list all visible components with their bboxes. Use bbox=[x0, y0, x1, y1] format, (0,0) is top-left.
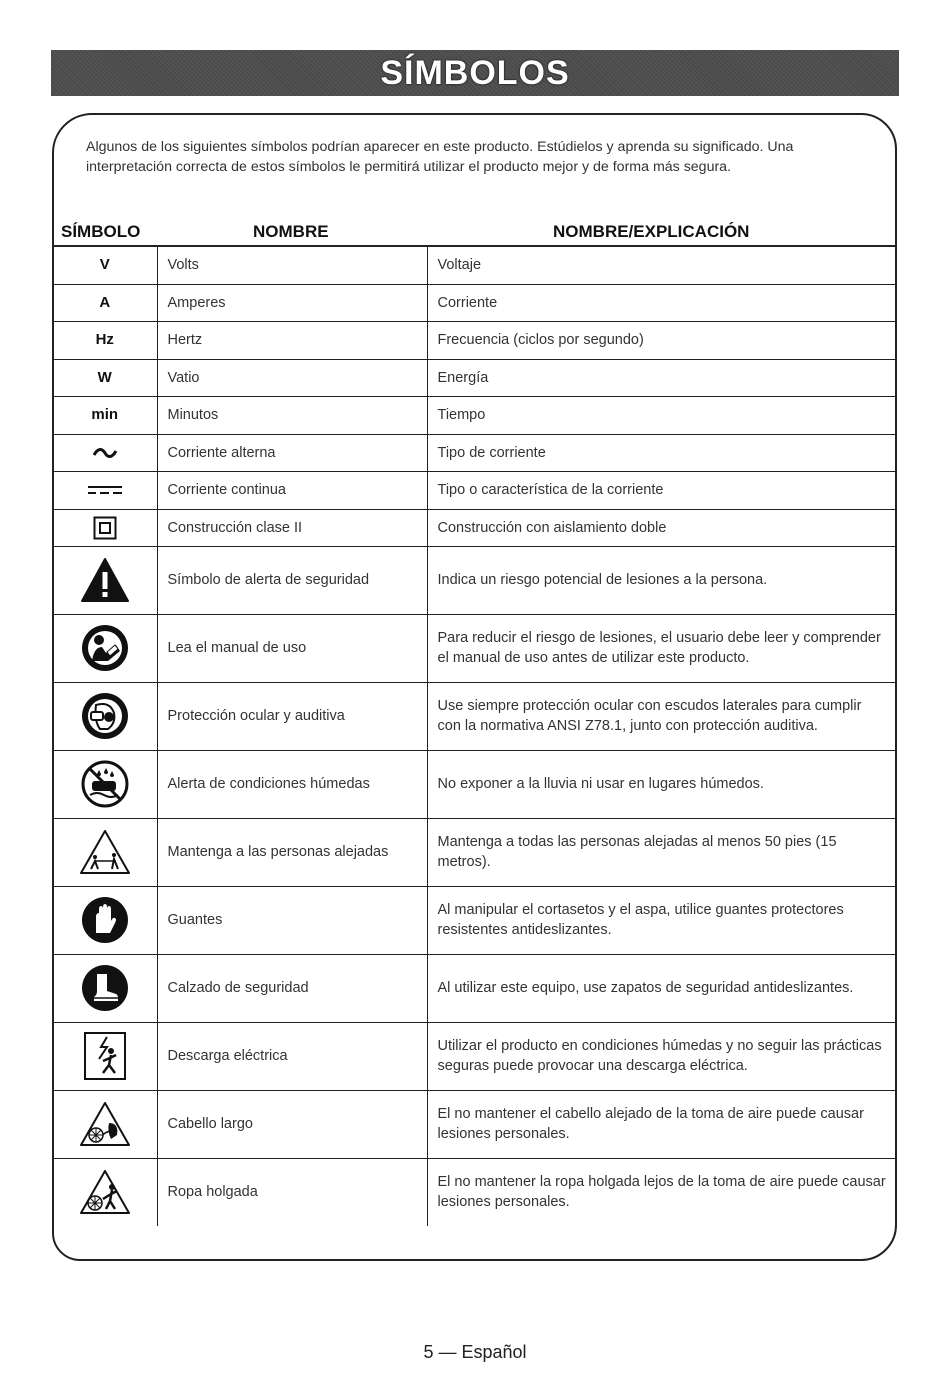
wet-conditions-icon bbox=[80, 759, 130, 809]
symbol-text: W bbox=[97, 368, 112, 386]
symbol-cell bbox=[53, 954, 157, 1022]
name-cell: Ropa holgada bbox=[157, 1158, 427, 1226]
table-row bbox=[53, 750, 896, 818]
name-cell: Hertz bbox=[157, 321, 427, 359]
table-row bbox=[53, 1022, 896, 1090]
symbol-text: min bbox=[91, 406, 119, 423]
explanation-cell: Tiempo bbox=[427, 396, 896, 434]
explanation-cell: Al utilizar este equipo, use zapatos de seguridad antideslizantes. bbox=[427, 954, 896, 1022]
symbol-cell bbox=[53, 1158, 157, 1226]
direct-current-icon bbox=[87, 484, 123, 496]
name-cell: Símbolo de alerta de seguridad bbox=[157, 546, 427, 614]
banner-title: SÍMBOLOS bbox=[380, 53, 570, 92]
table-row bbox=[53, 321, 896, 359]
symbol-cell bbox=[53, 818, 157, 886]
name-cell: Calzado de seguridad bbox=[157, 954, 427, 1022]
alternating-current-icon bbox=[92, 447, 118, 459]
name-cell: Corriente alterna bbox=[157, 434, 427, 471]
safety-alert-icon bbox=[80, 557, 130, 603]
long-hair-icon bbox=[79, 1101, 131, 1147]
symbols-table bbox=[53, 245, 896, 1226]
explanation-cell: Tipo o característica de la corriente bbox=[427, 471, 896, 509]
table-row bbox=[53, 1158, 896, 1226]
symbol-cell bbox=[53, 396, 157, 434]
table-row bbox=[53, 434, 896, 471]
safety-footwear-icon bbox=[80, 963, 130, 1013]
table-row bbox=[53, 509, 896, 546]
symbol-cell bbox=[53, 546, 157, 614]
name-cell: Guantes bbox=[157, 886, 427, 954]
table-row bbox=[53, 246, 896, 284]
symbol-cell bbox=[53, 509, 157, 546]
symbol-cell bbox=[53, 682, 157, 750]
electric-shock-icon bbox=[83, 1031, 127, 1081]
header-name: NOMBRE bbox=[253, 222, 329, 241]
name-cell: Minutos bbox=[157, 396, 427, 434]
name-cell: Cabello largo bbox=[157, 1090, 427, 1158]
eye-ear-protection-icon bbox=[80, 691, 130, 741]
name-cell: Lea el manual de uso bbox=[157, 614, 427, 682]
symbol-cell bbox=[53, 1022, 157, 1090]
explanation-cell: Construcción con aislamiento doble bbox=[427, 509, 896, 546]
explanation-cell: Tipo de corriente bbox=[427, 434, 896, 471]
name-cell: Construcción clase II bbox=[157, 509, 427, 546]
symbol-cell bbox=[53, 284, 157, 321]
symbol-cell bbox=[53, 750, 157, 818]
symbol-cell bbox=[53, 359, 157, 396]
symbol-cell bbox=[53, 1090, 157, 1158]
table-row bbox=[53, 954, 896, 1022]
explanation-cell: Energía bbox=[427, 359, 896, 396]
symbol-text: A bbox=[99, 293, 111, 311]
explanation-cell: El no mantener la ropa holgada lejos de la toma de aire puede causar lesiones personales. bbox=[427, 1158, 896, 1226]
explanation-cell: El no mantener el cabello alejado de la toma de aire puede causar lesiones personales. bbox=[427, 1090, 896, 1158]
explanation-cell: Frecuencia (ciclos por segundo) bbox=[427, 321, 896, 359]
name-cell: Descarga eléctrica bbox=[157, 1022, 427, 1090]
table-row bbox=[53, 886, 896, 954]
symbol-cell bbox=[53, 321, 157, 359]
page-footer: 5 — Español bbox=[423, 1342, 527, 1362]
name-cell: Protección ocular y auditiva bbox=[157, 682, 427, 750]
explanation-cell: Voltaje bbox=[427, 246, 896, 284]
intro-paragraph: Algunos de los siguientes símbolos podrían aparecer en este producto. Estúdielos y aprenda su significado. Una interpretación correcta de estos símbolos le permitirá utilizar el producto mejor y de forma más segura. bbox=[86, 139, 794, 175]
explanation-cell: Al manipular el cortasetos y el aspa, utilice guantes protectores resistentes antideslizantes. bbox=[427, 886, 896, 954]
explanation-cell: Use siempre protección ocular con escudos laterales para cumplir con la normativa ANSI Z78.1, junto con protección auditiva. bbox=[427, 682, 896, 750]
symbol-text: Hz bbox=[95, 331, 114, 348]
name-cell: Vatio bbox=[157, 359, 427, 396]
name-cell: Mantenga a las personas alejadas bbox=[157, 818, 427, 886]
table-row bbox=[53, 1090, 896, 1158]
header-explanation: NOMBRE/EXPLICACIÓN bbox=[553, 222, 750, 241]
name-cell: Volts bbox=[157, 246, 427, 284]
table-row bbox=[53, 682, 896, 750]
name-cell: Amperes bbox=[157, 284, 427, 321]
symbol-cell bbox=[53, 434, 157, 471]
explanation-cell: Para reducir el riesgo de lesiones, el usuario debe leer y comprender el manual de uso antes de utilizar este producto. bbox=[427, 614, 896, 682]
page-banner bbox=[51, 50, 899, 96]
read-manual-icon bbox=[80, 623, 130, 673]
header-symbol: SÍMBOLO bbox=[61, 222, 141, 241]
table-row bbox=[53, 284, 896, 321]
table-row bbox=[53, 818, 896, 886]
name-cell: Alerta de condiciones húmedas bbox=[157, 750, 427, 818]
gloves-icon bbox=[80, 895, 130, 945]
explanation-cell: Corriente bbox=[427, 284, 896, 321]
keep-bystanders-away-icon bbox=[79, 829, 131, 875]
table-row bbox=[53, 614, 896, 682]
table-row bbox=[53, 546, 896, 614]
symbol-cell bbox=[53, 614, 157, 682]
explanation-cell: Utilizar el producto en condiciones húmedas y no seguir las prácticas seguras puede provocar una descarga eléctrica. bbox=[427, 1022, 896, 1090]
symbol-cell bbox=[53, 471, 157, 509]
explanation-cell: Mantenga a todas las personas alejadas al menos 50 pies (15 metros). bbox=[427, 818, 896, 886]
table-row bbox=[53, 359, 896, 396]
symbol-text: V bbox=[99, 256, 110, 274]
explanation-cell: Indica un riesgo potencial de lesiones a la persona. bbox=[427, 546, 896, 614]
symbol-cell bbox=[53, 886, 157, 954]
loose-clothing-icon bbox=[79, 1169, 131, 1215]
table-headers bbox=[53, 222, 896, 244]
class-ii-construction-icon bbox=[93, 516, 117, 540]
explanation-cell: No exponer a la lluvia ni usar en lugares húmedos. bbox=[427, 750, 896, 818]
table-row bbox=[53, 396, 896, 434]
symbol-cell bbox=[53, 246, 157, 284]
table-row bbox=[53, 471, 896, 509]
name-cell: Corriente continua bbox=[157, 471, 427, 509]
